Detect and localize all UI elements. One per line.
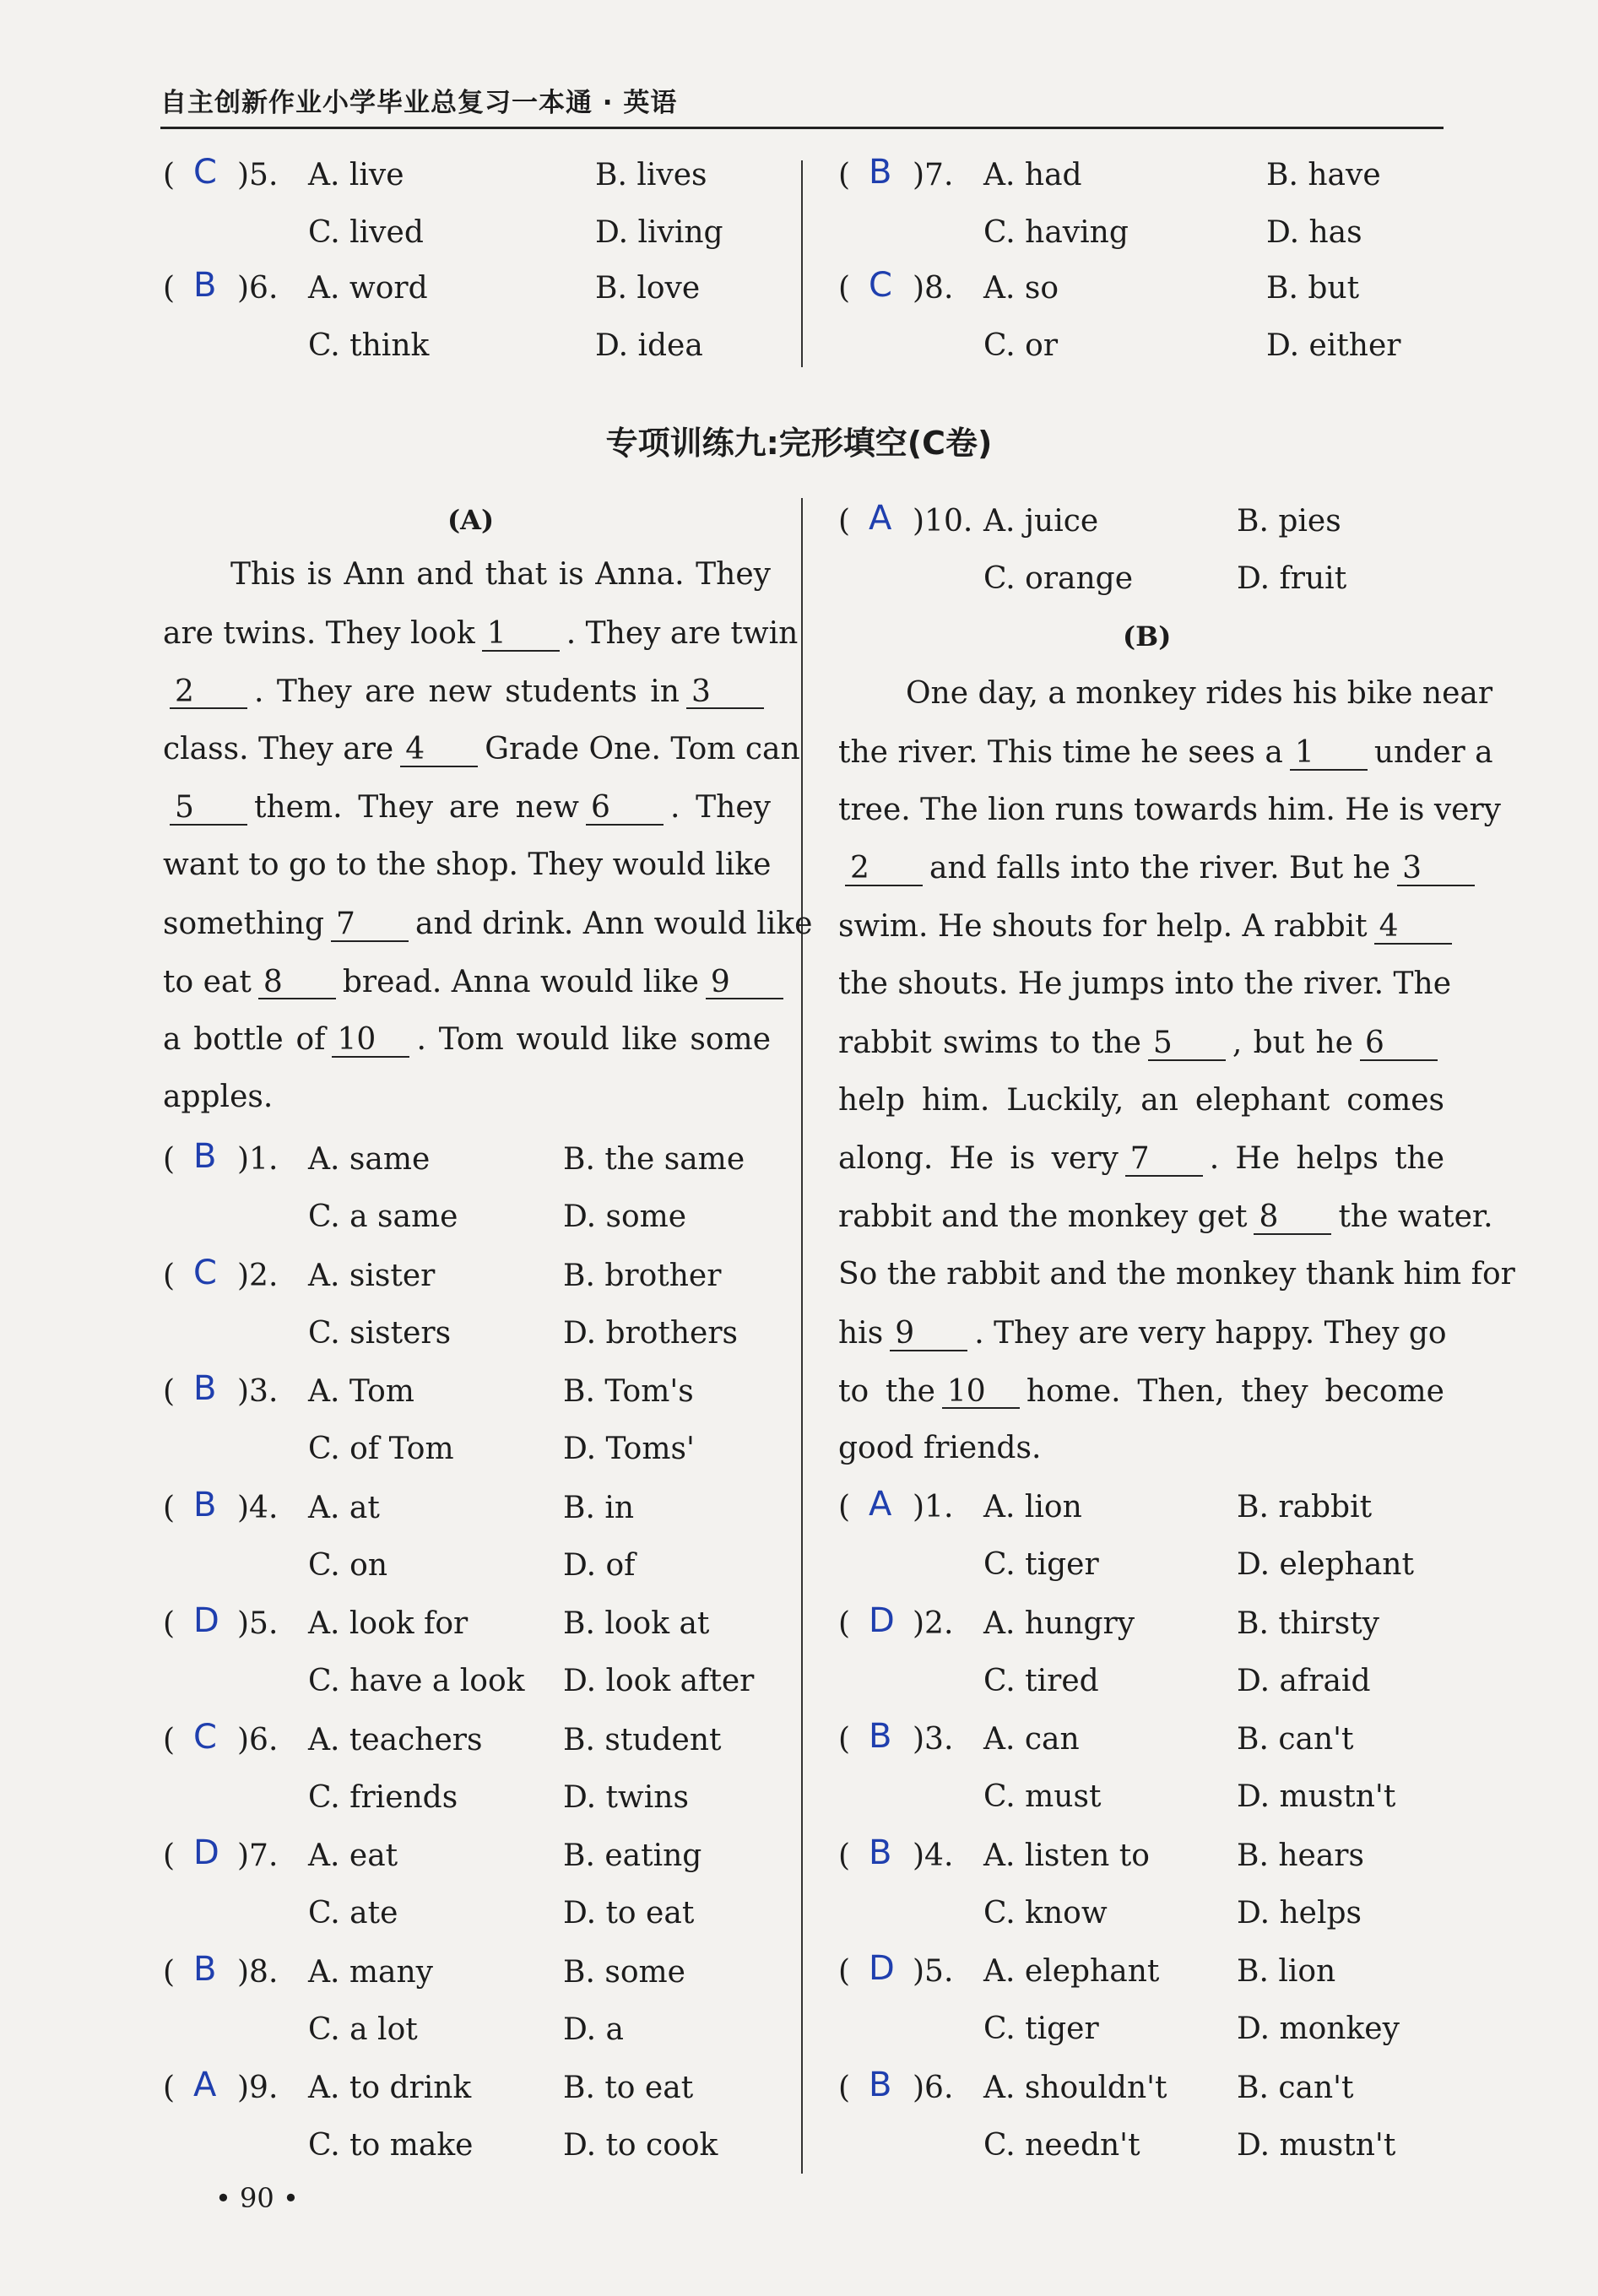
part-b-q3-open-paren: ( xyxy=(838,1722,851,1757)
part-b-q3-option-a: A. can xyxy=(983,1722,1080,1757)
part-b-passage-line xyxy=(838,1143,1444,1177)
part-b-q4-option-d: D. helps xyxy=(1237,1895,1362,1930)
part-a-q10-option-b: B. pies xyxy=(1237,504,1341,539)
part-b-passage-text: to the xyxy=(838,1373,935,1409)
part-a-q4-option-d: D. of xyxy=(563,1547,636,1583)
part-a-q10-number: )10. xyxy=(913,504,973,539)
part-b-passage-text: One day, a monkey rides his bike near xyxy=(906,676,1493,711)
part-a-label: (A) xyxy=(447,504,495,536)
part-a-passage-text: This is Ann and that is Anna. They xyxy=(230,557,771,592)
part-b-q4-number: )4. xyxy=(913,1838,954,1873)
part-a-passage-blank: 1 xyxy=(482,618,560,652)
top-left-q5-option-c: C. lived xyxy=(308,215,424,250)
part-b-q4-answer: B xyxy=(869,1833,892,1872)
part-b-q3-answer: B xyxy=(869,1717,892,1756)
part-b-label: (B) xyxy=(1123,620,1172,653)
top-right-q8-option-d: D. either xyxy=(1266,328,1401,363)
part-b-passage-line xyxy=(838,734,1493,771)
part-a-q2-answer: C xyxy=(193,1253,217,1292)
top-right-q7-open-paren: ( xyxy=(838,158,851,192)
part-a-passage-text: to eat xyxy=(163,964,252,999)
top-left-q5-answer: C xyxy=(193,153,217,192)
column-divider-top xyxy=(801,160,803,367)
part-a-q9-open-paren: ( xyxy=(163,2071,176,2105)
top-left-q6-option-d: D. idea xyxy=(595,328,703,363)
top-left-q6-option-b: B. love xyxy=(595,271,701,306)
part-a-q5-open-paren: ( xyxy=(163,1606,176,1641)
part-b-passage-line xyxy=(838,1373,1444,1410)
part-b-passage-text: home. Then, they become xyxy=(1026,1373,1444,1409)
part-b-q1-open-paren: ( xyxy=(838,1490,851,1524)
part-a-passage-line xyxy=(163,847,772,882)
part-b-passage-text: the river. This time he sees a xyxy=(838,734,1283,770)
part-a-q3-option-a: A. Tom xyxy=(308,1374,414,1409)
part-a-q8-open-paren: ( xyxy=(163,1954,176,1990)
part-b-q3-option-c: C. must xyxy=(983,1779,1102,1814)
part-b-passage-blank: 6 xyxy=(1360,1027,1438,1061)
part-a-q7-option-b: B. eating xyxy=(563,1838,702,1873)
part-a-q1-open-paren: ( xyxy=(163,1142,176,1177)
top-right-q8-option-a: A. so xyxy=(983,271,1059,306)
part-a-passage-text: . They are new students in xyxy=(254,674,680,709)
part-b-q1-option-b: B. rabbit xyxy=(1237,1490,1373,1524)
part-a-passage-line xyxy=(163,676,771,710)
top-right-q7-option-c: C. having xyxy=(983,215,1129,250)
part-a-q6-answer: C xyxy=(193,1717,217,1757)
part-a-q9-option-c: C. to make xyxy=(308,2128,474,2163)
part-b-passage-blank: 9 xyxy=(890,1318,967,1351)
part-a-q1-number: )1. xyxy=(237,1142,279,1177)
part-b-passage-text: . He helps the xyxy=(1209,1141,1445,1177)
part-a-passage-text: Grade One. Tom can xyxy=(485,732,800,767)
part-b-passage-text: the water. xyxy=(1338,1199,1493,1235)
part-a-passage-line xyxy=(163,964,771,1000)
part-b-passage-text: swim. He shouts for help. A rabbit xyxy=(838,909,1368,945)
top-right-q8-open-paren: ( xyxy=(838,271,851,306)
part-a-passage-text: . They xyxy=(669,790,771,826)
part-b-q6-option-a: A. shouldn't xyxy=(983,2070,1167,2105)
part-a-passage-blank: 2 xyxy=(170,676,247,710)
part-a-passage-blank: 9 xyxy=(706,967,783,1000)
part-b-q3-number: )3. xyxy=(913,1722,954,1757)
part-b-passage-line xyxy=(838,967,1452,1001)
part-a-q2-number: )2. xyxy=(237,1258,279,1293)
part-b-passage-line xyxy=(838,1027,1444,1061)
top-left-q5-open-paren: ( xyxy=(163,158,176,192)
top-left-q5-number: )5. xyxy=(237,158,279,192)
part-a-q5-option-b: B. look at xyxy=(563,1606,710,1641)
part-a-passage-text: them. They are new xyxy=(254,790,579,826)
part-a-passage-line xyxy=(163,732,800,767)
top-left-q6-open-paren: ( xyxy=(163,271,176,306)
part-a-q8-number: )8. xyxy=(237,1954,279,1990)
part-a-q1-option-c: C. a same xyxy=(308,1199,458,1234)
part-b-passage-text: under a xyxy=(1373,734,1493,770)
part-b-q6-option-c: C. needn't xyxy=(983,2127,1140,2163)
part-a-q5-option-d: D. look after xyxy=(563,1664,755,1698)
part-a-q8-answer: B xyxy=(193,1949,217,1989)
part-a-passage-blank: 10 xyxy=(332,1024,409,1058)
part-a-q9-option-d: D. to cook xyxy=(563,2128,718,2163)
top-right-q8-option-b: B. but xyxy=(1266,271,1360,306)
part-a-q3-option-c: C. of Tom xyxy=(308,1432,454,1466)
part-a-passage-blank: 5 xyxy=(170,792,247,826)
part-a-passage-line xyxy=(230,557,771,592)
part-a-q4-open-paren: ( xyxy=(163,1490,176,1525)
part-a-q3-option-b: B. Tom's xyxy=(563,1374,694,1409)
part-a-passage-text: a bottle of xyxy=(163,1022,326,1058)
part-b-q1-number: )1. xyxy=(913,1490,954,1524)
part-a-q10-option-a: A. juice xyxy=(983,504,1099,539)
part-b-q1-answer: A xyxy=(869,1485,892,1524)
part-a-q9-number: )9. xyxy=(237,2071,279,2105)
part-a-q6-option-a: A. teachers xyxy=(308,1722,483,1757)
part-a-q4-answer: B xyxy=(193,1485,217,1524)
part-b-q3-option-b: B. can't xyxy=(1237,1722,1354,1757)
part-b-q2-option-c: C. tired xyxy=(983,1663,1099,1698)
part-a-q9-option-a: A. to drink xyxy=(308,2071,472,2105)
part-a-q3-answer: B xyxy=(193,1369,217,1408)
part-a-q6-option-b: B. student xyxy=(563,1722,722,1757)
part-a-q5-option-a: A. look for xyxy=(308,1606,469,1641)
header-divider xyxy=(160,127,1444,129)
part-a-passage-text: class. They are xyxy=(163,732,394,767)
part-a-q9-answer: A xyxy=(193,2066,217,2104)
part-b-passage-blank: 5 xyxy=(1148,1027,1226,1061)
part-b-q2-open-paren: ( xyxy=(838,1606,851,1641)
part-a-q2-option-a: A. sister xyxy=(308,1258,436,1293)
part-a-passage-text: something xyxy=(163,906,324,941)
top-left-q5-option-a: A. live xyxy=(308,158,404,192)
part-b-q6-open-paren: ( xyxy=(838,2070,851,2105)
part-a-passage-line xyxy=(163,792,771,826)
part-a-q8-option-c: C. a lot xyxy=(308,2012,418,2047)
top-right-q7-option-a: A. had xyxy=(983,158,1082,192)
part-a-q10-open-paren: ( xyxy=(838,504,851,539)
part-b-passage-text: So the rabbit and the monkey thank him for xyxy=(838,1257,1515,1292)
part-b-passage-blank: 8 xyxy=(1254,1201,1331,1235)
top-right-q7-answer: B xyxy=(869,153,892,192)
top-left-q5-option-b: B. lives xyxy=(595,158,707,192)
part-b-q5-number: )5. xyxy=(913,1954,954,1989)
top-left-q6-option-a: A. word xyxy=(308,271,428,306)
part-b-q2-option-a: A. hungry xyxy=(983,1606,1135,1641)
top-left-q6-number: )6. xyxy=(237,271,279,306)
part-b-passage-text: rabbit swims to the xyxy=(838,1025,1141,1060)
top-right-q8-answer: C xyxy=(869,266,892,305)
top-right-q8-number: )8. xyxy=(913,271,954,306)
part-b-passage-blank: 7 xyxy=(1125,1143,1203,1177)
part-a-q8-option-d: D. a xyxy=(563,2012,624,2047)
part-b-q4-open-paren: ( xyxy=(838,1838,851,1873)
part-b-q4-option-b: B. hears xyxy=(1237,1838,1364,1873)
part-b-passage-text: tree. The lion runs towards him. He is very xyxy=(838,792,1502,827)
part-a-q7-answer: D xyxy=(193,1833,219,1872)
part-a-q1-option-b: B. the same xyxy=(563,1142,745,1177)
part-b-passage-line xyxy=(906,676,1493,711)
part-a-q6-option-c: C. friends xyxy=(308,1779,458,1815)
part-b-passage-text: the shouts. He jumps into the river. The xyxy=(838,967,1452,1001)
part-a-passage-text: want to go to the shop. They would like xyxy=(163,847,772,882)
part-b-passage-blank: 3 xyxy=(1397,853,1475,886)
page-number: • 90 • xyxy=(215,2182,299,2214)
part-b-q6-option-b: B. can't xyxy=(1237,2070,1354,2105)
part-b-q6-answer: B xyxy=(869,2065,892,2104)
part-a-q2-option-c: C. sisters xyxy=(308,1315,452,1351)
part-b-q2-option-b: B. thirsty xyxy=(1237,1606,1379,1641)
part-b-q1-option-a: A. lion xyxy=(983,1490,1082,1524)
part-a-q8-option-a: A. many xyxy=(308,1954,434,1990)
part-a-q5-option-c: C. have a look xyxy=(308,1664,525,1698)
part-a-q7-option-a: A. eat xyxy=(308,1838,398,1873)
part-a-passage-blank: 3 xyxy=(686,676,764,710)
part-b-q6-option-d: D. mustn't xyxy=(1237,2127,1396,2163)
part-a-passage-text: bread. Anna would like xyxy=(342,964,699,999)
page-header: 自主创新作业小学毕业总复习一本通 · 英语 xyxy=(160,88,678,118)
part-a-q5-answer: D xyxy=(193,1601,219,1640)
part-b-passage-blank: 4 xyxy=(1374,911,1452,945)
part-a-q3-open-paren: ( xyxy=(163,1374,176,1409)
part-a-q2-open-paren: ( xyxy=(163,1258,176,1293)
top-left-q5-option-d: D. living xyxy=(595,215,723,250)
top-left-q6-option-c: C. think xyxy=(308,328,430,363)
part-b-q5-option-d: D. monkey xyxy=(1237,2012,1400,2046)
part-a-q7-number: )7. xyxy=(237,1838,279,1873)
part-a-q2-option-b: B. brother xyxy=(563,1258,722,1293)
part-b-passage-blank: 10 xyxy=(942,1376,1020,1410)
part-a-q1-answer: B xyxy=(193,1137,217,1176)
part-b-q2-option-d: D. afraid xyxy=(1237,1663,1371,1698)
part-a-q6-option-d: D. twins xyxy=(563,1779,689,1815)
column-divider-main xyxy=(801,498,803,2174)
part-a-q1-option-d: D. some xyxy=(563,1199,687,1234)
part-a-passage-text: apples. xyxy=(163,1080,274,1115)
part-b-passage-text: rabbit and the monkey get xyxy=(838,1199,1248,1235)
part-b-passage-blank: 1 xyxy=(1290,737,1368,771)
part-b-passage-text: . They are very happy. They go xyxy=(974,1315,1447,1351)
part-b-q5-answer: D xyxy=(869,1949,895,1988)
part-b-q6-number: )6. xyxy=(913,2070,954,2105)
part-b-q1-option-d: D. elephant xyxy=(1237,1547,1414,1582)
part-a-q10-option-d: D. fruit xyxy=(1237,561,1347,596)
part-a-q3-number: )3. xyxy=(237,1374,279,1409)
part-a-q2-option-d: D. brothers xyxy=(563,1315,739,1351)
part-a-q10-answer: A xyxy=(869,499,892,538)
part-a-q8-option-b: B. some xyxy=(563,1954,685,1990)
part-a-passage-text: . They are twin xyxy=(566,615,799,651)
top-right-q7-number: )7. xyxy=(913,158,954,192)
part-a-passage-blank: 6 xyxy=(586,792,664,826)
part-a-q10-option-c: C. orange xyxy=(983,561,1134,596)
part-b-q5-option-a: A. elephant xyxy=(983,1954,1160,1989)
part-b-q5-option-b: B. lion xyxy=(1237,1954,1336,1989)
part-a-passage-line xyxy=(163,1024,771,1058)
part-b-passage-text: help him. Luckily, an elephant comes xyxy=(838,1082,1444,1118)
part-a-q6-number: )6. xyxy=(237,1722,279,1757)
part-b-passage-blank: 2 xyxy=(845,853,923,886)
part-a-passage-blank: 4 xyxy=(400,734,478,767)
part-a-passage-line xyxy=(163,1082,771,1113)
part-a-passage-blank: 7 xyxy=(331,908,409,942)
part-a-passage-line xyxy=(163,906,813,942)
part-b-passage-line xyxy=(838,911,1444,945)
part-a-q9-option-b: B. to eat xyxy=(563,2071,694,2105)
part-a-q1-option-a: A. same xyxy=(308,1142,431,1177)
top-left-q6-answer: B xyxy=(193,266,217,305)
part-a-passage-text: and drink. Ann would like xyxy=(415,906,813,941)
part-b-passage-line xyxy=(838,1257,1515,1292)
part-a-q4-option-c: C. on xyxy=(308,1547,388,1583)
part-b-passage-text: along. He is very xyxy=(838,1141,1119,1177)
part-b-passage-text: good friends. xyxy=(838,1431,1042,1466)
part-b-passage-text: his xyxy=(838,1315,884,1351)
part-b-q3-option-d: D. mustn't xyxy=(1237,1779,1396,1814)
part-b-passage-line xyxy=(838,853,1444,886)
part-b-passage-line xyxy=(838,1315,1447,1351)
part-a-q6-open-paren: ( xyxy=(163,1722,176,1757)
top-right-q7-option-d: D. has xyxy=(1266,215,1362,250)
part-a-q7-option-c: C. ate xyxy=(308,1896,398,1930)
part-a-q3-option-d: D. Toms' xyxy=(563,1432,695,1466)
part-a-q4-option-a: A. at xyxy=(308,1490,380,1525)
part-b-q4-option-a: A. listen to xyxy=(983,1838,1150,1873)
part-b-passage-text: and falls into the river. But he xyxy=(929,851,1391,886)
part-b-q2-number: )2. xyxy=(913,1606,954,1641)
section-title: 专项训练九:完形填空(C卷) xyxy=(605,425,993,462)
part-a-q4-number: )4. xyxy=(237,1490,279,1525)
part-b-q1-option-c: C. tiger xyxy=(983,1547,1099,1582)
part-a-passage-line xyxy=(163,615,799,652)
part-a-passage-text: are twins. They look xyxy=(163,615,475,651)
part-b-q2-answer: D xyxy=(869,1600,895,1640)
part-a-q7-option-d: D. to eat xyxy=(563,1896,695,1930)
part-b-passage-line xyxy=(838,792,1502,827)
part-b-q5-open-paren: ( xyxy=(838,1954,851,1989)
part-b-q4-option-c: C. know xyxy=(983,1895,1108,1930)
part-b-passage-line xyxy=(838,1082,1444,1118)
part-a-q4-option-b: B. in xyxy=(563,1490,635,1525)
part-b-passage-line xyxy=(838,1199,1493,1235)
part-a-passage-text: . Tom would like some xyxy=(416,1022,771,1058)
part-a-passage-blank: 8 xyxy=(258,967,336,1000)
part-b-passage-text: , but he xyxy=(1232,1025,1353,1060)
part-b-passage-line xyxy=(838,1433,1444,1464)
part-a-q5-number: )5. xyxy=(237,1606,279,1641)
top-right-q8-option-c: C. or xyxy=(983,328,1059,363)
part-a-q7-open-paren: ( xyxy=(163,1838,176,1873)
top-right-q7-option-b: B. have xyxy=(1266,158,1381,192)
part-b-q5-option-c: C. tiger xyxy=(983,2012,1099,2046)
